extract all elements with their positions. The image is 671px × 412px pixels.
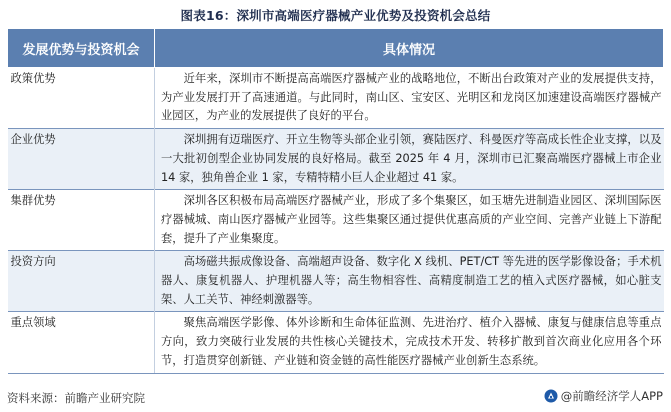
row-category: 重点领域 xyxy=(8,312,155,373)
row-detail: 近年来，深圳市不断提高高端医疗器械产业的战略地位，不断出台政策对产业的发展提供支持，为产业发展打开了高速通道。与此同时，南山区、宝安区、光明区和龙岗区加速建设高端医疗器械产业园区，为产业的发展提供了良好的平台。 xyxy=(155,68,664,129)
row-category: 企业优势 xyxy=(8,129,155,190)
column-header-details: 具体情况 xyxy=(155,29,664,68)
row-category: 投资方向 xyxy=(8,251,155,312)
brand-name: @前瞻经济学人APP xyxy=(560,389,663,403)
table-row xyxy=(8,68,664,129)
row-detail: 高场磁共振成像设备、高端超声设备、数字化 X 线机、PET/CT 等先进的医学影像设备；手术机器人、康复机器人、护理机器人等；高生物相容性、高精度制造工艺的植入式医疗器械，如心脏支架、人工关节、神经刺激器等。 xyxy=(155,251,664,312)
table-row xyxy=(8,129,664,190)
table-row xyxy=(8,251,664,312)
brand-mark xyxy=(544,388,663,404)
summary-table xyxy=(7,28,664,374)
row-detail: 深圳拥有迈瑞医疗、开立生物等头部企业引领，赛陆医疗、科曼医疗等高成长性企业支撑，以及一大批初创型企业协同发展的良好格局。截至 2025 年 4 月，深圳市已汇聚高端医疗器械上市企业 14 家，独角兽企业 1 家，专精特精小巨人企业超过 41 家。 xyxy=(155,129,664,190)
row-category: 政策优势 xyxy=(8,68,155,129)
table-row xyxy=(8,312,664,373)
row-detail: 深圳各区积极布局高端医疗器械产业，形成了多个集聚区，如玉塘先进制造业园区、深圳国际医疗器械城、南山医疗器械产业园等。这些集聚区通过提供优惠高质的产业空间、完善产业链上下游配套，提升了产业集聚度。 xyxy=(155,190,664,251)
row-category: 集群优势 xyxy=(8,190,155,251)
qianzhan-logo-icon xyxy=(544,389,558,403)
row-detail: 聚焦高端医学影像、体外诊断和生命体征监测、先进治疗、植介入器械、康复与健康信息等重点方向，致力突破行业发展的共性核心关键技术，完成技术开发、转移扩散到首次商业化应用各个环节，打造贯穿创新链、产业链和资金链的高性能医疗器械产业创新生态系统。 xyxy=(155,312,664,373)
figure-title: 图表16：深圳市高端医疗器械产业优势及投资机会总结 xyxy=(180,8,491,23)
source-note: 资料来源：前瞻产业研究院 xyxy=(7,391,145,405)
table-row xyxy=(8,190,664,251)
table-header-row xyxy=(8,29,664,68)
column-header-advantage: 发展优势与投资机会 xyxy=(8,29,155,68)
